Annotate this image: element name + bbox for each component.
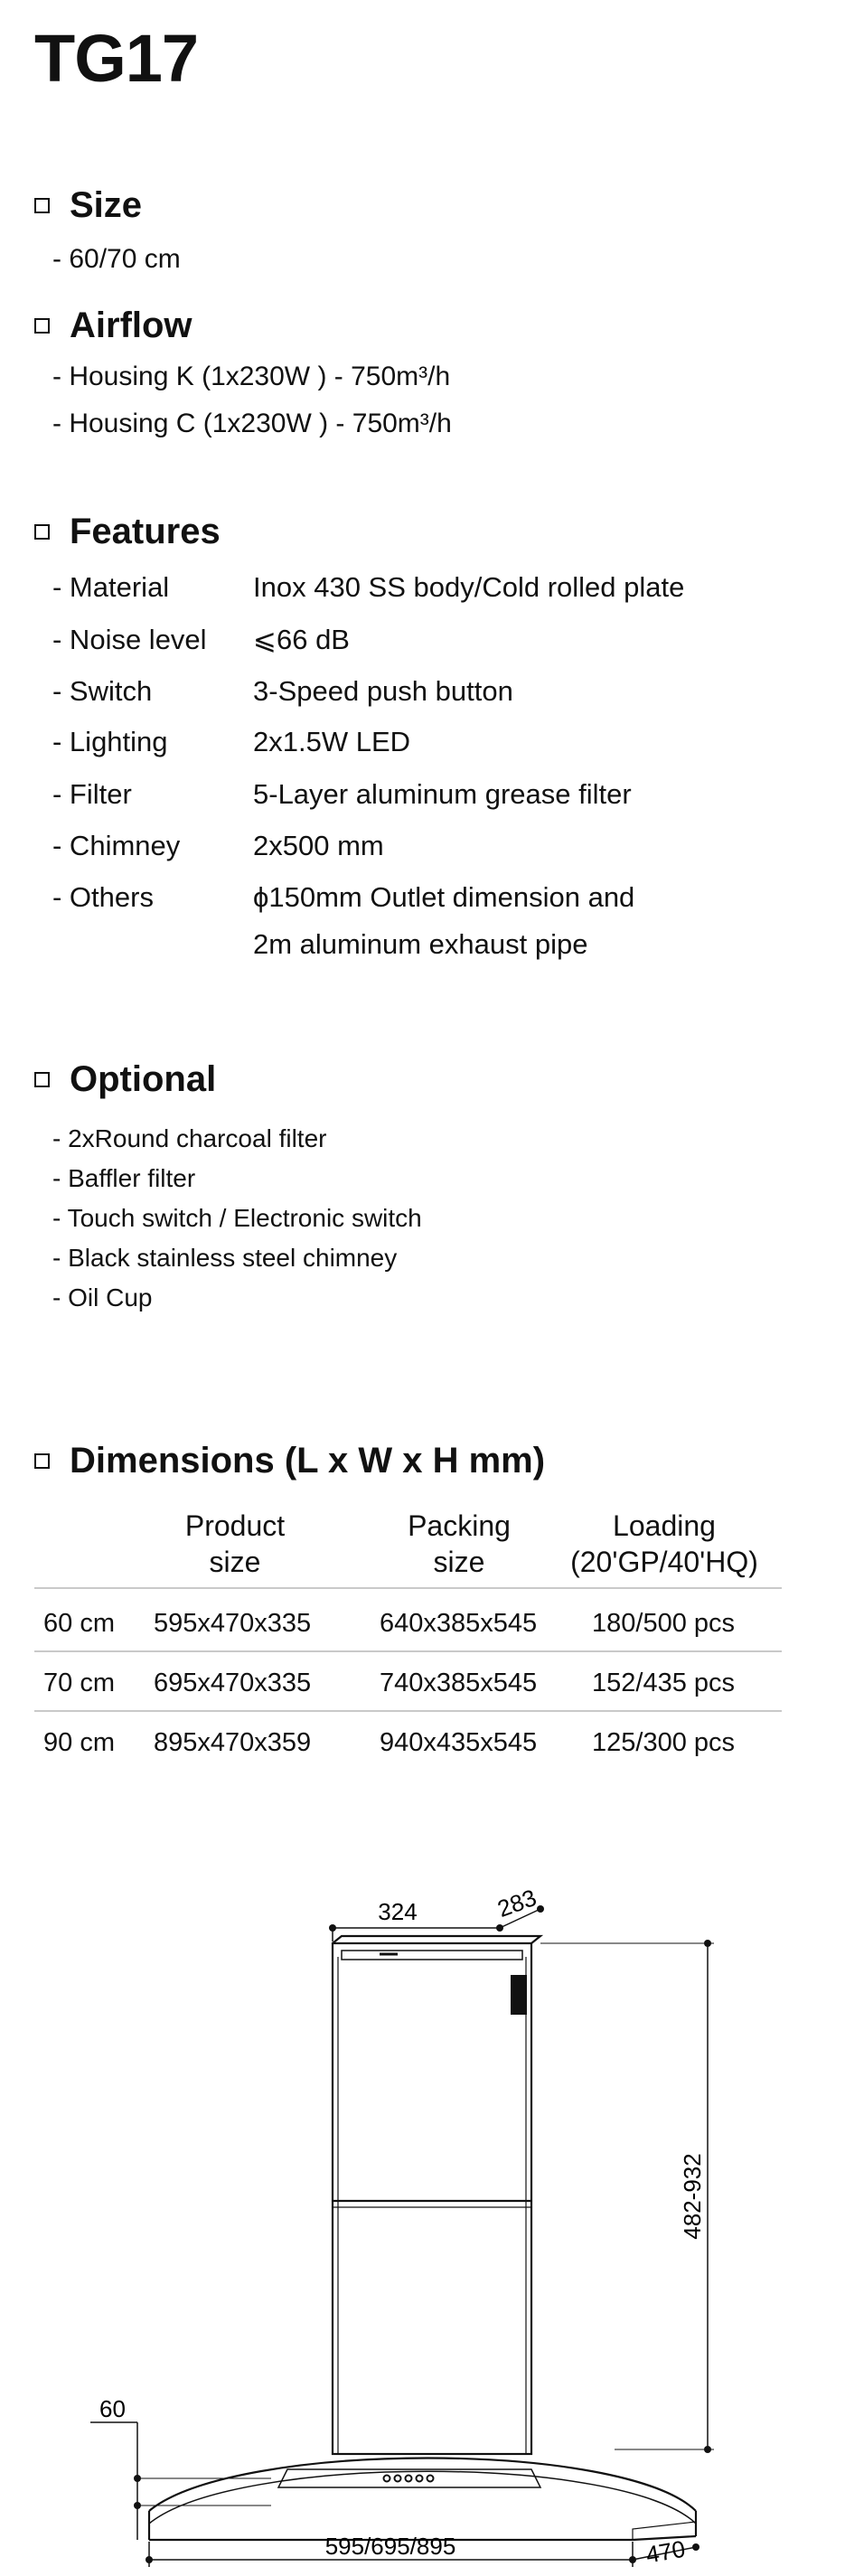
button-icon xyxy=(427,2476,434,2482)
table-cell-size: 90 cm xyxy=(43,1728,115,1757)
dim-dot xyxy=(134,2502,141,2509)
dim-label-width: 595/695/895 xyxy=(324,2533,456,2560)
table-header-packing xyxy=(369,1508,549,1580)
section-size xyxy=(34,185,142,226)
button-icon xyxy=(406,2476,412,2482)
table-cell-loading: 125/300 pcs xyxy=(592,1728,736,1757)
feature-key: - Lighting xyxy=(52,726,168,757)
dim-dot xyxy=(692,2543,699,2551)
header-line: (20'GP/40'HQ) xyxy=(570,1546,758,1578)
dim-dot xyxy=(146,2556,153,2563)
airflow-line: - Housing K (1x230W ) - 750m³/h xyxy=(52,362,451,391)
feature-key: - Others xyxy=(52,881,154,913)
section-heading: Features xyxy=(70,512,221,551)
dim-dot xyxy=(134,2475,141,2482)
table-cell-packing: 640x385x545 xyxy=(380,1609,538,1638)
feature-value: 3-Speed push button xyxy=(253,675,513,707)
dim-label-canopy-height: 60 xyxy=(99,2395,126,2422)
checkbox-square-icon xyxy=(34,1072,50,1087)
feature-value: ϕ150mm Outlet dimension and xyxy=(253,881,635,913)
feature-value: Inox 430 SS body/Cold rolled plate xyxy=(253,571,685,603)
feature-key: - Noise level xyxy=(52,624,207,655)
section-optional xyxy=(34,1059,216,1100)
section-heading: Dimensions (L x W x H mm) xyxy=(70,1441,546,1481)
feature-key: - Chimney xyxy=(52,830,181,861)
checkbox-square-icon xyxy=(34,198,50,213)
button-icon xyxy=(417,2476,423,2482)
header-line: Packing xyxy=(408,1509,511,1542)
table-cell-loading: 152/435 pcs xyxy=(592,1669,736,1697)
dim-label-height: 482-932 xyxy=(679,2153,706,2240)
optional-item: - Baffler filter xyxy=(52,1164,196,1192)
button-icon xyxy=(384,2476,390,2482)
feature-value-continued: 2m aluminum exhaust pipe xyxy=(253,928,588,960)
header-line: size xyxy=(209,1546,261,1578)
table-cell-loading: 180/500 pcs xyxy=(592,1609,736,1638)
checkbox-square-icon xyxy=(34,318,50,334)
optional-item: - 2xRound charcoal filter xyxy=(52,1124,327,1152)
feature-value: ⩽66 dB xyxy=(253,624,350,655)
table-cell-size: 70 cm xyxy=(43,1669,115,1697)
header-line: size xyxy=(433,1546,485,1578)
table-cell-product: 595x470x335 xyxy=(154,1609,312,1638)
dim-dot xyxy=(329,1924,336,1932)
table-cell-size: 60 cm xyxy=(43,1609,115,1638)
table-cell-packing: 740x385x545 xyxy=(380,1669,538,1697)
product-title: TG17 xyxy=(34,21,199,96)
feature-value: 2x1.5W LED xyxy=(253,726,411,757)
table-header-loading xyxy=(551,1508,777,1580)
section-dimensions xyxy=(34,1441,545,1481)
airflow-line: - Housing C (1x230W ) - 750m³/h xyxy=(52,409,452,438)
section-features xyxy=(34,512,221,552)
size-value: - 60/70 cm xyxy=(52,244,181,274)
header-line: Product xyxy=(184,1509,286,1542)
range-hood-drawing xyxy=(0,1862,845,2576)
optional-item: - Oil Cup xyxy=(52,1283,153,1312)
table-cell-packing: 940x435x545 xyxy=(380,1728,538,1757)
header-line: Loading xyxy=(613,1509,716,1542)
dim-dot xyxy=(704,1940,711,1947)
dim-label-chimney-width: 324 xyxy=(378,1898,418,1925)
canopy-top-curve xyxy=(149,2458,696,2512)
dim-dot xyxy=(629,2556,636,2563)
feature-key: - Switch xyxy=(52,675,153,707)
section-heading: Optional xyxy=(70,1059,217,1099)
button-icon xyxy=(395,2476,401,2482)
dim-label-depth: 470 xyxy=(643,2534,688,2569)
table-header-product xyxy=(145,1508,325,1580)
optional-item: - Black stainless steel chimney xyxy=(52,1244,398,1272)
dim-dot xyxy=(704,2446,711,2453)
section-heading: Size xyxy=(70,185,143,225)
table-cell-product: 895x470x359 xyxy=(154,1728,312,1757)
optional-item: - Touch switch / Electronic switch xyxy=(52,1204,422,1232)
chimney-top xyxy=(333,1936,540,1943)
feature-value: 5-Layer aluminum grease filter xyxy=(253,778,632,810)
checkbox-square-icon xyxy=(34,1453,50,1469)
table-divider xyxy=(34,1710,782,1712)
dim-label-chimney-depth: 283 xyxy=(493,1884,540,1923)
dim-dot xyxy=(496,1924,503,1932)
checkbox-square-icon xyxy=(34,524,50,540)
table-divider xyxy=(34,1587,782,1589)
section-airflow xyxy=(34,306,192,346)
feature-key: - Filter xyxy=(52,778,132,810)
feature-value: 2x500 mm xyxy=(253,830,384,861)
chimney-outline xyxy=(333,1943,531,2454)
chimney-top-vent xyxy=(342,1951,522,1960)
section-heading: Airflow xyxy=(70,306,192,345)
table-divider xyxy=(34,1650,782,1652)
side-vent xyxy=(511,1975,527,2015)
feature-key: - Material xyxy=(52,571,170,603)
table-cell-product: 695x470x335 xyxy=(154,1669,312,1697)
